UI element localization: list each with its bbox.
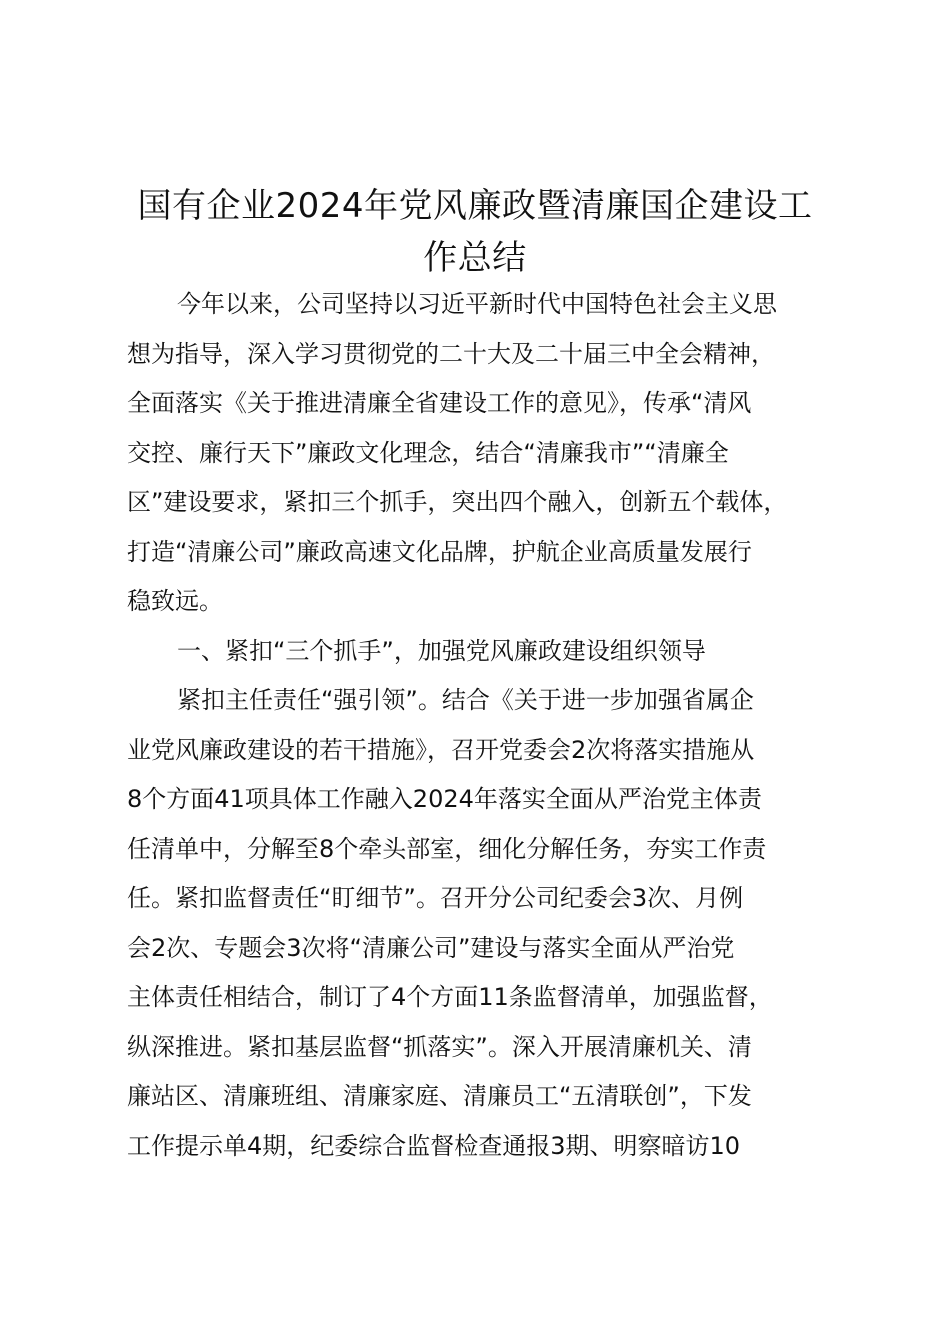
title-line-2: 作总结 xyxy=(423,238,527,278)
paragraph-line: 紧扣主任责任“强引领”。结合《关于进一步加强省属企 xyxy=(177,686,754,714)
paragraph-line: 工作提示单4期，纪委综合监督检查通报3期、明察暗访10 xyxy=(127,1131,741,1160)
paragraph-line: 会2次、专题会3次将“清廉公司”建设与落实全面从严治党 xyxy=(127,933,735,962)
paragraph-line: 想为指导，深入学习贯彻党的二十大及二十届三中全会精神， xyxy=(127,339,775,368)
document-title xyxy=(100,180,850,284)
paragraph-line: 纵深推进。紧扣基层监督“抓落实”。深入开展清廉机关、清 xyxy=(127,1032,752,1061)
paragraph-line: 打造“清廉公司”廉政高速文化品牌，护航企业高质量发展行 xyxy=(127,537,752,566)
paragraph-line: 今年以来，公司坚持以习近平新时代中国特色社会主义思 xyxy=(177,290,777,318)
document-body xyxy=(127,280,857,1171)
paragraph-line: 主体责任相结合，制订了4个方面11条监督清单，加强监督， xyxy=(127,983,773,1011)
paragraph-line: 廉站区、清廉班组、清廉家庭、清廉员工“五清联创”，下发 xyxy=(127,1082,752,1110)
paragraph-line: 业党风廉政建设的若干措施》，召开党委会2次将落实措施从 xyxy=(127,735,755,764)
paragraph-line: 区”建设要求，紧扣三个抓手，突出四个融入，创新五个载体， xyxy=(127,488,788,516)
paragraph-line: 稳致远。 xyxy=(127,587,223,615)
paragraph-line: 8个方面41项具体工作融入2024年落实全面从严治党主体责 xyxy=(127,785,762,813)
paragraph-line: 任清单中，分解至8个牵头部室，细化分解任务，夯实工作责 xyxy=(127,834,767,863)
paragraph-line: 交控、廉行天下”廉政文化理念，结合“清廉我市”“清廉全 xyxy=(127,438,729,467)
paragraph-line: 任。紧扣监督责任“盯细节”。召开分公司纪委会3次、月例 xyxy=(127,884,744,912)
title-line-1: 国有企业2024年党风廉政暨清廉国企建设工 xyxy=(137,186,813,226)
paragraph-line: 全面落实《关于推进清廉全省建设工作的意见》，传承“清风 xyxy=(127,389,752,417)
section-heading: 一、紧扣“三个抓手”，加强党风廉政建设组织领导 xyxy=(177,636,706,665)
